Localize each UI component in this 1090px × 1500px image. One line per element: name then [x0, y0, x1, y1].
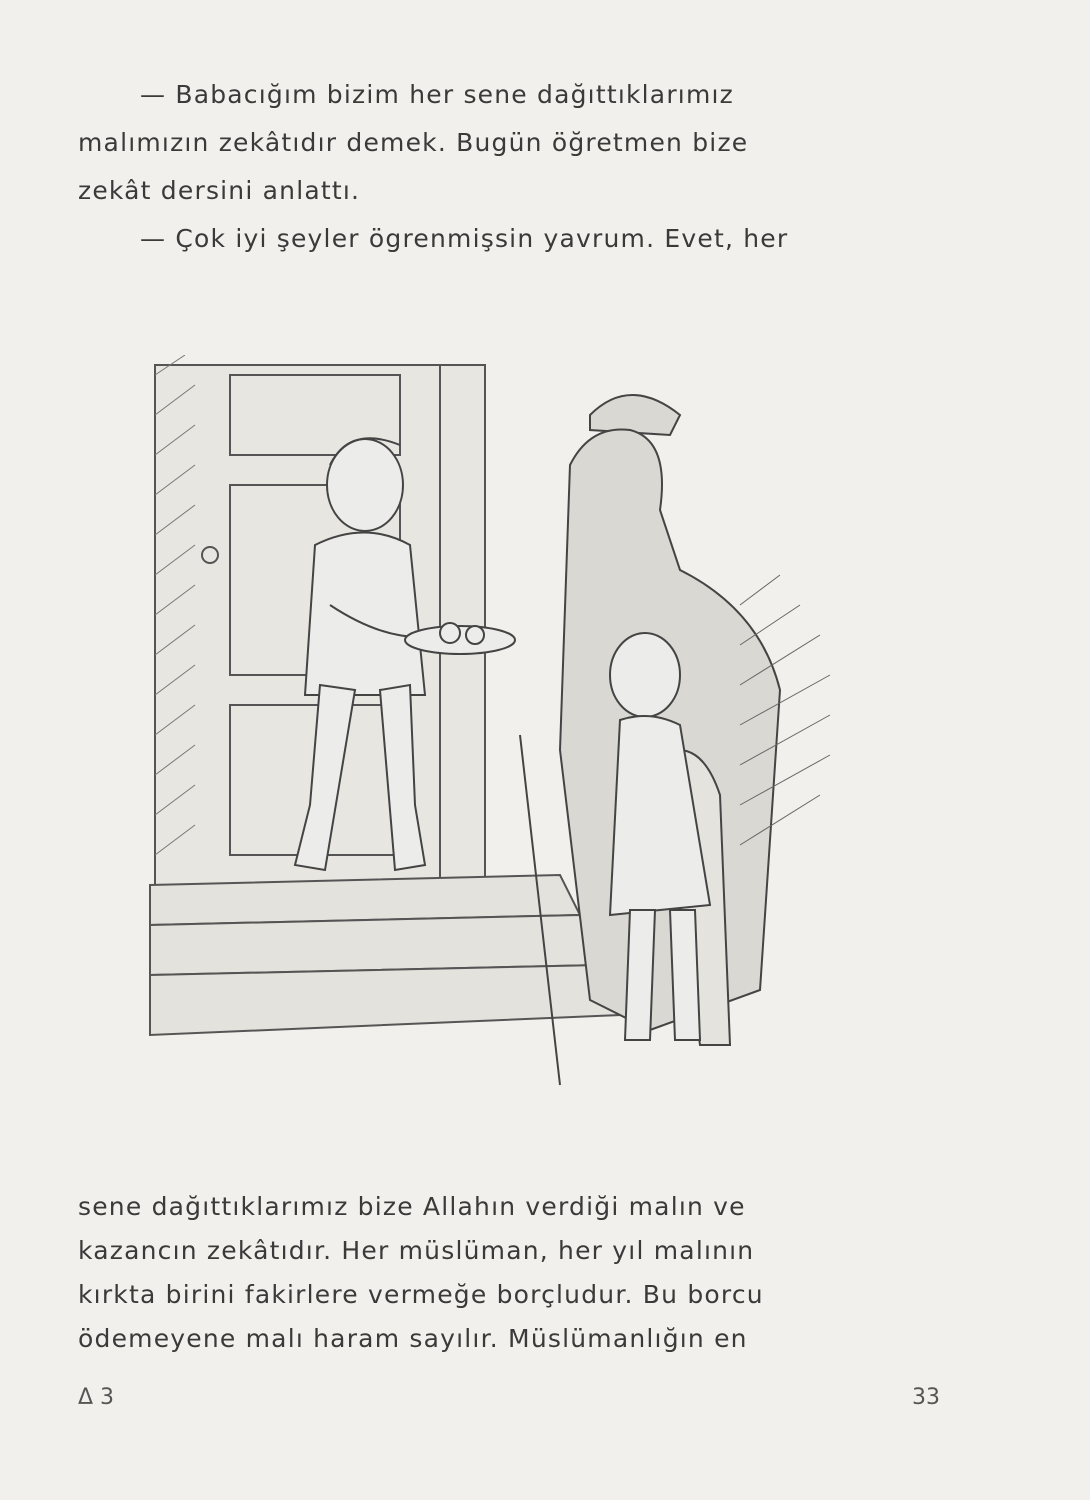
illustration-boy-giving-zakat — [140, 355, 880, 1115]
signature-mark: Δ 3 — [78, 1385, 115, 1410]
text-line: sene dağıttıklarımız bize Allahın verdiği malın ve — [78, 1192, 746, 1221]
text-line: — Çok iyi şeyler ögrenmişsin yavrum. Evet, her — [140, 224, 789, 253]
text-line: zekât dersini anlattı. — [78, 176, 361, 205]
text-line: malımızın zekâtıdır demek. Bugün öğretmen bize — [78, 128, 749, 157]
text-line: kırkta birini fakirlere vermeğe borçludur. Bu borcu — [78, 1280, 764, 1309]
text-line: ödemeyene malı haram sayılır. Müslümanlığın en — [78, 1324, 748, 1353]
page-number: 33 — [912, 1385, 940, 1410]
text-line: — Babacığım bizim her sene dağıttıklarımız — [140, 80, 734, 109]
text-line: kazancın zekâtıdır. Her müslüman, her yıl malının — [78, 1236, 755, 1265]
